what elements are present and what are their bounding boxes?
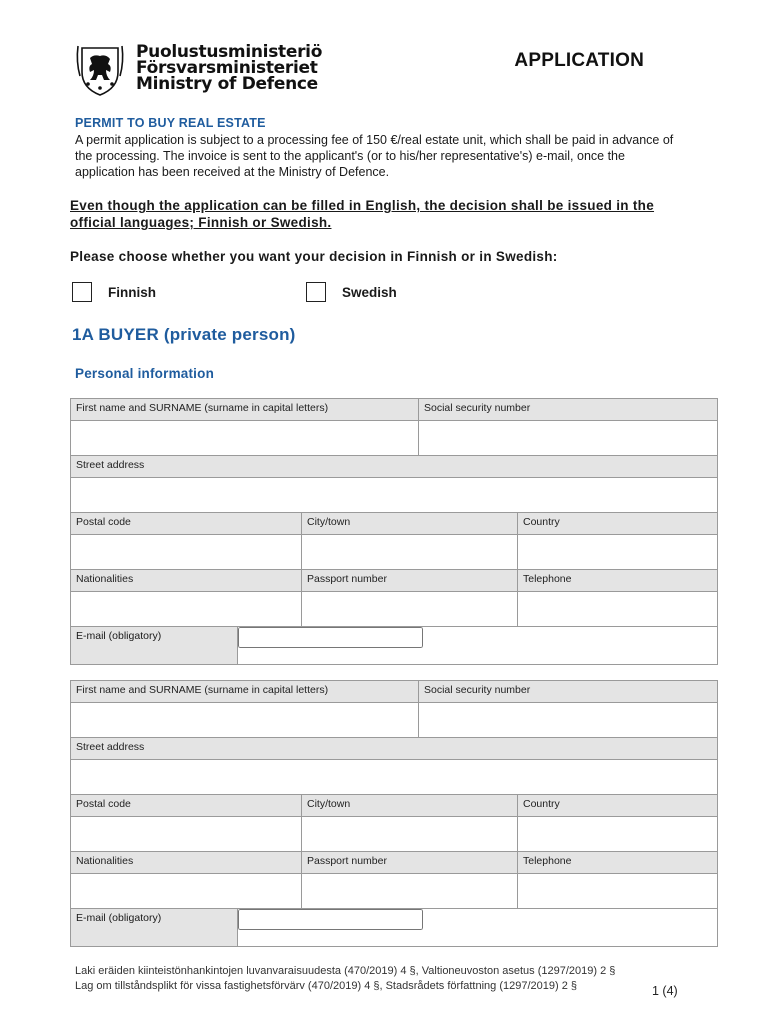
form-label-row: [71, 513, 717, 535]
form-label-row: [71, 570, 717, 592]
email-label: E-mail (obligatory): [71, 909, 238, 946]
form-label-row: [71, 681, 717, 703]
email-input[interactable]: [238, 627, 423, 648]
nationalities-label: Nationalities: [71, 570, 302, 591]
city-label: City/town: [302, 795, 518, 816]
street-cell: [71, 760, 717, 794]
name-input[interactable]: [71, 703, 418, 737]
street-input[interactable]: [71, 478, 717, 512]
ssn-input[interactable]: [419, 703, 717, 737]
legal-reference-sv: Lag om tillståndsplikt för vissa fastighetsförvärv (470/2019) 4 §, Stadsrådets författning (1297/2019) 2 §: [75, 980, 577, 992]
form-label-row: [71, 795, 717, 817]
form-input-row: [71, 421, 717, 456]
email-input[interactable]: [238, 909, 423, 930]
legal-reference-fi: Laki eräiden kiinteistönhankintojen luvanvaraisuudesta (470/2019) 4 §, Valtioneuvoston asetus (1297/2019) 2 §: [75, 965, 616, 977]
postal-label: Postal code: [71, 513, 302, 534]
document-type-title: APPLICATION: [514, 50, 644, 71]
form-input-row: [71, 817, 717, 852]
form-label-row: [71, 456, 717, 478]
form-input-row: [71, 535, 717, 570]
nationalities-label: Nationalities: [71, 852, 302, 873]
finnish-option[interactable]: [72, 281, 156, 303]
form-email-row: [71, 627, 717, 664]
buyer-section-title: 1A BUYER (private person): [72, 325, 296, 344]
nationalities-input[interactable]: [71, 592, 301, 626]
postal-input[interactable]: [71, 535, 301, 569]
nationalities-cell: [71, 592, 302, 626]
swedish-label: Swedish: [342, 284, 397, 300]
street-label: Street address: [71, 738, 717, 759]
buyer-form-2: [70, 680, 718, 947]
legal-reference: [75, 964, 735, 994]
form-email-row: [71, 909, 717, 946]
street-cell: [71, 478, 717, 512]
lion-coat-of-arms-icon: [72, 42, 128, 98]
city-label: City/town: [302, 513, 518, 534]
street-label: Street address: [71, 456, 717, 477]
document-header: [72, 40, 652, 100]
swedish-option[interactable]: [306, 281, 397, 303]
form-input-row: [71, 874, 717, 909]
country-input[interactable]: [518, 817, 717, 851]
city-input[interactable]: [302, 817, 517, 851]
ministry-name-sv: Försvarsministeriet: [136, 58, 318, 78]
postal-label: Postal code: [71, 795, 302, 816]
permit-fee-text: A permit application is subject to a processing fee of 150 €/real estate unit, which shall be paid in advance of the processing. The invoice is sent to the applicant's (or to his/her representative's) e-mail, once the application has been received at the Ministry of Defence.: [75, 133, 674, 179]
email-cell: [238, 909, 717, 946]
form-label-row: [71, 738, 717, 760]
email-cell: [238, 627, 717, 664]
buyer-form-1: [70, 398, 718, 665]
finnish-label: Finnish: [108, 284, 156, 300]
city-cell: [302, 535, 518, 569]
name-label: First name and SURNAME (surname in capital letters): [71, 681, 419, 702]
passport-input[interactable]: [302, 592, 517, 626]
language-notice: Even though the application can be filled in English, the decision shall be issued in the official languages; Finnish or Swedish.: [70, 198, 655, 230]
form-input-row: [71, 478, 717, 513]
telephone-label: Telephone: [518, 852, 717, 873]
name-label: First name and SURNAME (surname in capital letters): [71, 399, 419, 420]
passport-cell: [302, 592, 518, 626]
country-label: Country: [518, 513, 717, 534]
city-input[interactable]: [302, 535, 517, 569]
nationalities-input[interactable]: [71, 874, 301, 908]
ssn-label: Social security number: [419, 681, 717, 702]
ssn-cell: [419, 703, 717, 737]
telephone-input[interactable]: [518, 592, 717, 626]
postal-cell: [71, 817, 302, 851]
name-cell: [71, 421, 419, 455]
country-cell: [518, 535, 717, 569]
finnish-checkbox[interactable]: [72, 282, 92, 302]
telephone-label: Telephone: [518, 570, 717, 591]
telephone-cell: [518, 592, 717, 626]
form-input-row: [71, 592, 717, 627]
passport-label: Passport number: [302, 852, 518, 873]
ssn-label: Social security number: [419, 399, 717, 420]
permit-title: PERMIT TO BUY REAL ESTATE: [75, 116, 266, 130]
form-input-row: [71, 703, 717, 738]
country-cell: [518, 817, 717, 851]
city-cell: [302, 817, 518, 851]
ssn-input[interactable]: [419, 421, 717, 455]
name-cell: [71, 703, 419, 737]
telephone-cell: [518, 874, 717, 908]
ministry-name-en: Ministry of Defence: [136, 74, 318, 94]
telephone-input[interactable]: [518, 874, 717, 908]
form-label-row: [71, 399, 717, 421]
passport-input[interactable]: [302, 874, 517, 908]
ssn-cell: [419, 421, 717, 455]
street-input[interactable]: [71, 760, 717, 794]
email-label: E-mail (obligatory): [71, 627, 238, 664]
name-input[interactable]: [71, 421, 418, 455]
passport-label: Passport number: [302, 570, 518, 591]
language-question: Please choose whether you want your decision in Finnish or in Swedish:: [70, 249, 558, 264]
nationalities-cell: [71, 874, 302, 908]
form-label-row: [71, 852, 717, 874]
ministry-name: [136, 44, 322, 92]
country-label: Country: [518, 795, 717, 816]
swedish-checkbox[interactable]: [306, 282, 326, 302]
ministry-name-fi: Puolustusministeriö: [136, 42, 323, 62]
page-number: 1 (4): [652, 984, 678, 998]
form-input-row: [71, 760, 717, 795]
country-input[interactable]: [518, 535, 717, 569]
postal-cell: [71, 535, 302, 569]
postal-input[interactable]: [71, 817, 301, 851]
personal-info-title: Personal information: [75, 366, 215, 381]
passport-cell: [302, 874, 518, 908]
